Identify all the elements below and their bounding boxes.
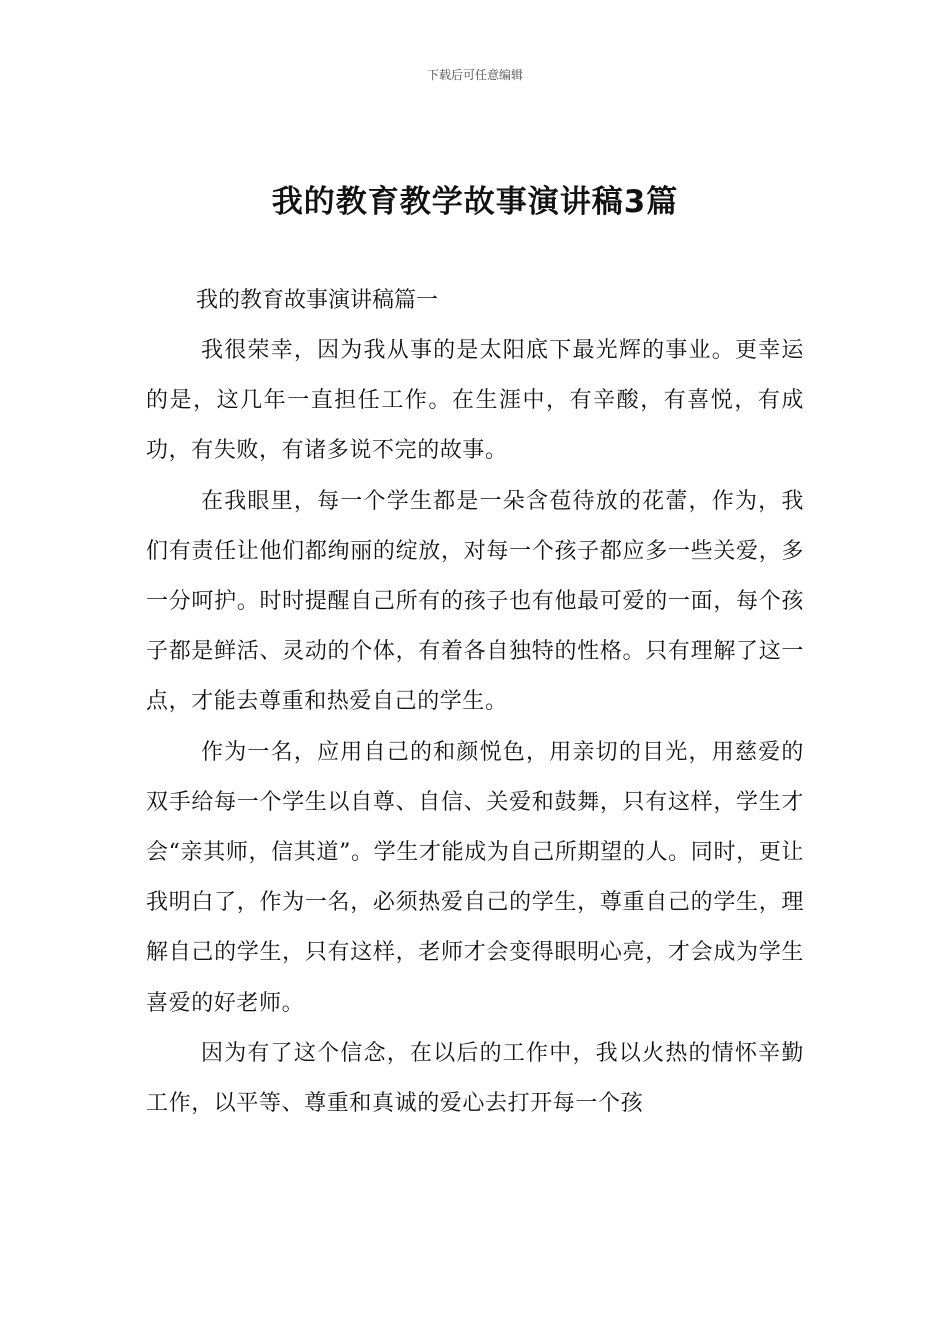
paragraph-1: 我很荣幸，因为我从事的是太阳底下最光辉的事业。更幸运的是，这几年一直担任工作。在生涯中，有辛酸，有喜悦，有成功，有失败，有诸多说不完的故事。 bbox=[146, 338, 804, 464]
section-heading: 我的教育故事演讲稿篇一 bbox=[196, 288, 439, 313]
header-note: 下载后可任意编辑 bbox=[426, 68, 523, 82]
paragraph-2: 在我眼里，每一个学生都是一朵含苞待放的花蕾，作为，我们有责任让他们都绚丽的绽放，对每一个孩子都应多一些关爱，多一分呵护。时时提醒自己所有的孩子也有他最可爱的一面，每个孩子都是鲜活、灵动的个体，有着各自独特的性格。只有理解了这一点，才能去尊重和热爱自己的学生。 bbox=[146, 488, 804, 715]
document-body bbox=[146, 276, 804, 1129]
document-title: 我的教育教学故事演讲稿3篇 bbox=[271, 184, 679, 220]
paragraph-4: 因为有了这个信念，在以后的工作中，我以火热的情怀辛勤工作，以平等、尊重和真诚的爱心去打开每一个孩 bbox=[146, 1040, 804, 1117]
paragraph-3: 作为一名，应用自己的和颜悦色，用亲切的目光，用慈爱的双手给每一个学生以自尊、自信、关爱和鼓舞，只有这样，学生才会“亲其师，信其道”。学生才能成为自己所期望的人。同时，更让我明白了，作为一名，必须热爱自己的学生，尊重自己的学生，理解自己的学生，只有这样，老师才会变得眼明心亮，才会成为学生喜爱的好老师。 bbox=[146, 739, 804, 1016]
